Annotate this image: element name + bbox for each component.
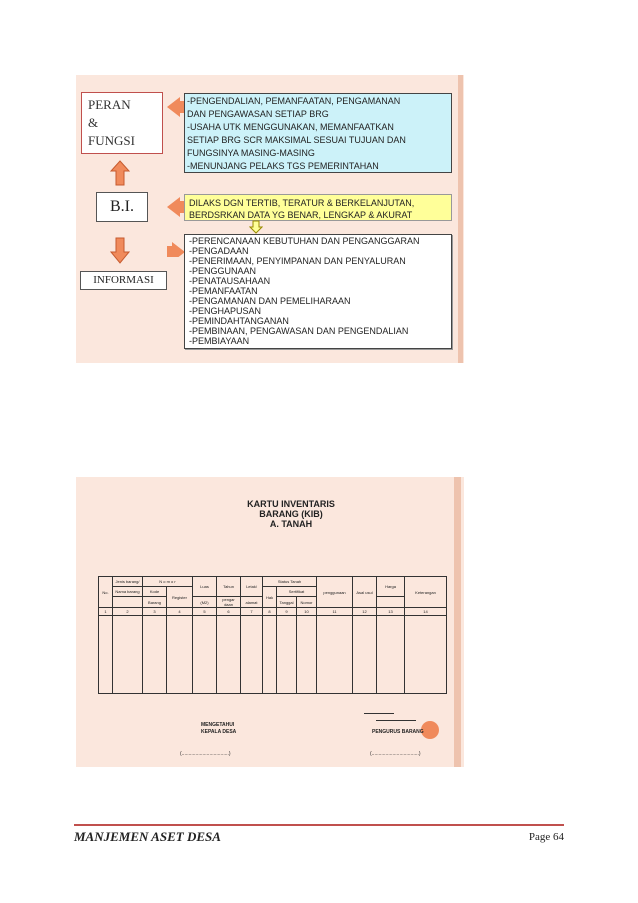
informasi-item: -PENERIMAAN, PENYIMPANAN DAN PENYALURAN — [189, 256, 406, 266]
header-register: Register — [167, 587, 193, 608]
informasi-item: -PENGHAPUSAN — [189, 306, 262, 316]
header-jenis: Jenis barang/ — [113, 577, 143, 587]
table-cell — [241, 616, 263, 694]
col-number: 2 — [113, 608, 143, 616]
informasi-item: -PENATAUSAHAAN — [189, 276, 271, 286]
dilaks-line: BERDSRKAN DATA YG BENAR, LENGKAP & AKURAT — [189, 210, 413, 220]
col-number: 14 — [405, 608, 447, 616]
table-cell — [405, 616, 447, 694]
header-status: Status Tanah — [263, 577, 317, 587]
informasi-item: -PEMANFAATAN — [189, 286, 258, 296]
header-jenis-blank — [113, 597, 143, 608]
header-hak: Hak — [263, 587, 277, 608]
peran-item: -MENUNJANG PELAKS TGS PEMERINTAHAN — [187, 161, 379, 171]
header-asal: Asal usul — [353, 577, 377, 608]
peran-item: -USAHA UTK MENGGUNAKAN, MEMANFAATKAN — [187, 122, 394, 132]
slide-stripe — [458, 75, 463, 363]
dilaks-line: DILAKS DGN TERTIB, TERATUR & BERKELANJUTAN, — [189, 198, 415, 208]
informasi-item: -PEMBIAYAAN — [189, 336, 250, 346]
header-luas: Luas — [193, 577, 217, 597]
sign-right: (..................................) — [370, 751, 421, 757]
col-number: 10 — [297, 608, 317, 616]
kib-title-line: KARTU INVENTARIS — [247, 499, 335, 509]
kepala-desa-label: KEPALA DESA — [201, 729, 237, 735]
col-number: 11 — [317, 608, 353, 616]
kib-title — [196, 499, 386, 529]
col-number: 12 — [353, 608, 377, 616]
table-cell — [277, 616, 297, 694]
peran-item: SETIAP BRG SCR MAKSIMAL SESUAI TUJUAN DAN — [187, 135, 406, 145]
peran-item: FUNGSINYA MASING-MASING — [187, 148, 315, 158]
table-cell — [193, 616, 217, 694]
col-number: 3 — [143, 608, 167, 616]
informasi-items-box — [184, 234, 452, 349]
header-harga-blank — [377, 597, 405, 608]
footer-title: MANJEMEN ASET DESA — [74, 829, 221, 844]
fungsi-label: FUNGSI — [88, 133, 135, 148]
informasi-item: -PERENCANAAN KEBUTUHAN DAN PENGANGGARAN — [189, 236, 420, 246]
col-number: 1 — [99, 608, 113, 616]
header-letak: Letak/ — [241, 577, 263, 597]
header-no: No. — [99, 577, 113, 608]
header-nomor-sertifikat: Nomor — [297, 597, 317, 608]
table-cell — [263, 616, 277, 694]
slide-kib-tanah — [76, 477, 464, 767]
bi-box — [96, 192, 148, 222]
col-number: 13 — [377, 608, 405, 616]
header-kode: Kode — [143, 587, 167, 597]
date-line — [376, 720, 416, 721]
left-arrow-icon — [167, 197, 185, 217]
connector-arrows — [166, 87, 186, 257]
header-sertifikat: Sertifikat — [277, 587, 317, 597]
table-cell — [353, 616, 377, 694]
header-tahun: Tahun — [217, 577, 241, 597]
peran-items-box — [184, 93, 452, 173]
sign-left: (..................................) — [180, 751, 231, 757]
header-tanggal: Tanggal — [277, 597, 297, 608]
header-pengadaan — [217, 597, 241, 608]
peran-item: DAN PENGAWASAN SETIAP BRG — [187, 109, 329, 119]
informasi-item: -PEMINDAHTANGANAN — [189, 316, 289, 326]
mengetahui-block — [201, 722, 236, 736]
date-line — [364, 713, 394, 714]
informasi-item: -PENGGUNAAN — [189, 266, 257, 276]
slide-peran-fungsi — [76, 75, 464, 363]
header-alamat: alamat — [241, 597, 263, 608]
informasi-item: -PEMBINAAN, PENGAWASAN DAN PENGENDALIAN — [189, 326, 409, 336]
table-cell — [217, 616, 241, 694]
table-cell — [377, 616, 405, 694]
table-cell — [167, 616, 193, 694]
header-penggunaan: penggunaan — [317, 577, 353, 608]
col-number: 8 — [263, 608, 277, 616]
ampersand-label: & — [88, 115, 99, 130]
small-down-arrow-icon — [249, 220, 263, 234]
header-pengadaan-2: daan — [224, 602, 233, 607]
table-cell — [317, 616, 353, 694]
footer-rule — [74, 824, 564, 826]
header-barang: Barang — [143, 597, 167, 608]
left-arrow-icon — [167, 97, 185, 117]
peran-label: PERAN — [88, 97, 131, 112]
table-cell — [99, 616, 113, 694]
header-nomor: N o m o r — [143, 577, 193, 587]
table-cell — [113, 616, 143, 694]
kib-title-line: A. TANAH — [269, 519, 313, 529]
table-cell — [143, 616, 167, 694]
pengurus-barang-label: PENGURUS BARANG — [372, 729, 424, 735]
slide-stripe — [454, 477, 461, 767]
header-m2: (M2) — [193, 597, 217, 608]
kib-table — [98, 576, 447, 694]
informasi-box — [80, 271, 167, 290]
header-nama: Nama barang — [113, 587, 143, 597]
peran-item: -PENGENDALIAN, PEMANFAATAN, PENGAMANAN — [187, 96, 401, 106]
header-harga: Harga — [377, 577, 405, 597]
peran-fungsi-box — [81, 92, 163, 154]
dilaks-box — [184, 194, 452, 221]
informasi-label: INFORMASI — [93, 274, 154, 286]
informasi-item: -PENGAMANAN DAN PEMELIHARAAN — [189, 296, 351, 306]
table-cell — [297, 616, 317, 694]
right-arrow-icon — [167, 242, 185, 257]
page-number: Page 64 — [528, 831, 564, 843]
col-number: 6 — [217, 608, 241, 616]
header-pengadaan-1: pengar — [222, 597, 235, 602]
col-number: 9 — [277, 608, 297, 616]
col-number: 5 — [193, 608, 217, 616]
mengetahui-label: MENGETAHUI — [201, 722, 235, 728]
header-ket: Keterangan — [405, 577, 447, 608]
col-number: 4 — [167, 608, 193, 616]
up-arrow-icon — [110, 160, 130, 186]
col-number: 7 — [241, 608, 263, 616]
bi-label: B.I. — [110, 198, 134, 215]
informasi-item: -PENGADAAN — [189, 246, 249, 256]
down-arrow-icon — [110, 237, 130, 264]
kib-title-line: BARANG (KIB) — [259, 509, 323, 519]
